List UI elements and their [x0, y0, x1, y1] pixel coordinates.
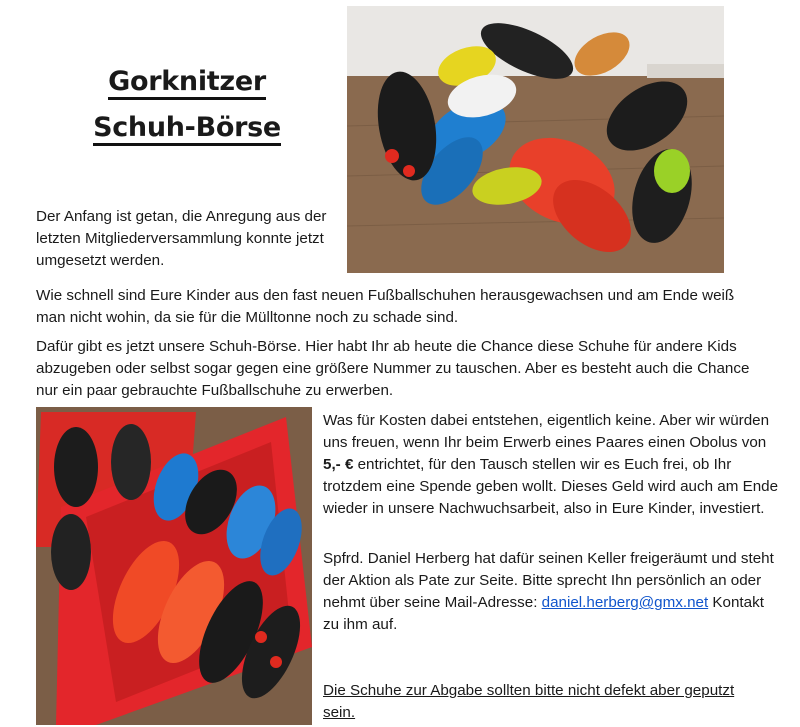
growth-paragraph: Wie schnell sind Eure Kinder aus den fast neuen Fußballschuhen herausgewachsen und am Ende weiß man nicht wohin, da sie für die Mülltonne noch zu schade sind. [36, 287, 735, 326]
shoe-crates-photo [36, 407, 312, 725]
contact-text-before: Spfrd. Daniel Herberg hat dafür seinen Keller freigeräumt und steht der Aktion als Pate zur Seite. Bitte sprecht Ihn persönlich an oder nehmt über seine Mail-Adresse: [323, 550, 774, 611]
title-line-1: Gorknitzer [108, 67, 266, 100]
email-link[interactable]: daniel.herberg@gmx.net [541, 594, 709, 611]
contact-text-after: Kontakt zu ihm auf. [323, 594, 764, 633]
note-paragraph: Die Schuhe zur Abgabe sollten bitte nicht defekt aber geputzt sein. [323, 682, 735, 721]
document-title [88, 62, 286, 154]
intro-paragraph: Der Anfang ist getan, die Anregung aus der letzten Mitgliederversammlung konnte jetzt umgesetzt werden. [36, 208, 327, 269]
costs-amount: 5,- € [323, 456, 354, 473]
costs-paragraph [323, 410, 781, 520]
offer-paragraph: Dafür gibt es jetzt unsere Schuh-Börse. Hier habt Ihr ab heute die Chance diese Schuhe für andere Kids abzugeben oder selbst sogar gegen eine größere Nummer zu tauschen. Aber es besteht auch die Chance nur ein paar gebrauchte Fußballschuhe zu erwerben. [36, 338, 750, 399]
costs-text-before: Was für Kosten dabei entstehen, eigentlich keine. Aber wir würden uns freuen, wenn Ihr beim Erwerb eines Paares einen Obolus von [323, 412, 770, 451]
costs-text-after: entrichtet, für den Tausch stellen wir es Euch frei, ob Ihr trotzdem eine Spende geben wollt. Dieses Geld wird auch am Ende wieder in unsere Nachwuchsarbeit, also in Eure Kinder, investiert. [323, 456, 779, 517]
title-line-2: Schuh-Börse [93, 113, 281, 146]
shoe-pile-photo [347, 6, 724, 273]
contact-paragraph [323, 548, 781, 636]
